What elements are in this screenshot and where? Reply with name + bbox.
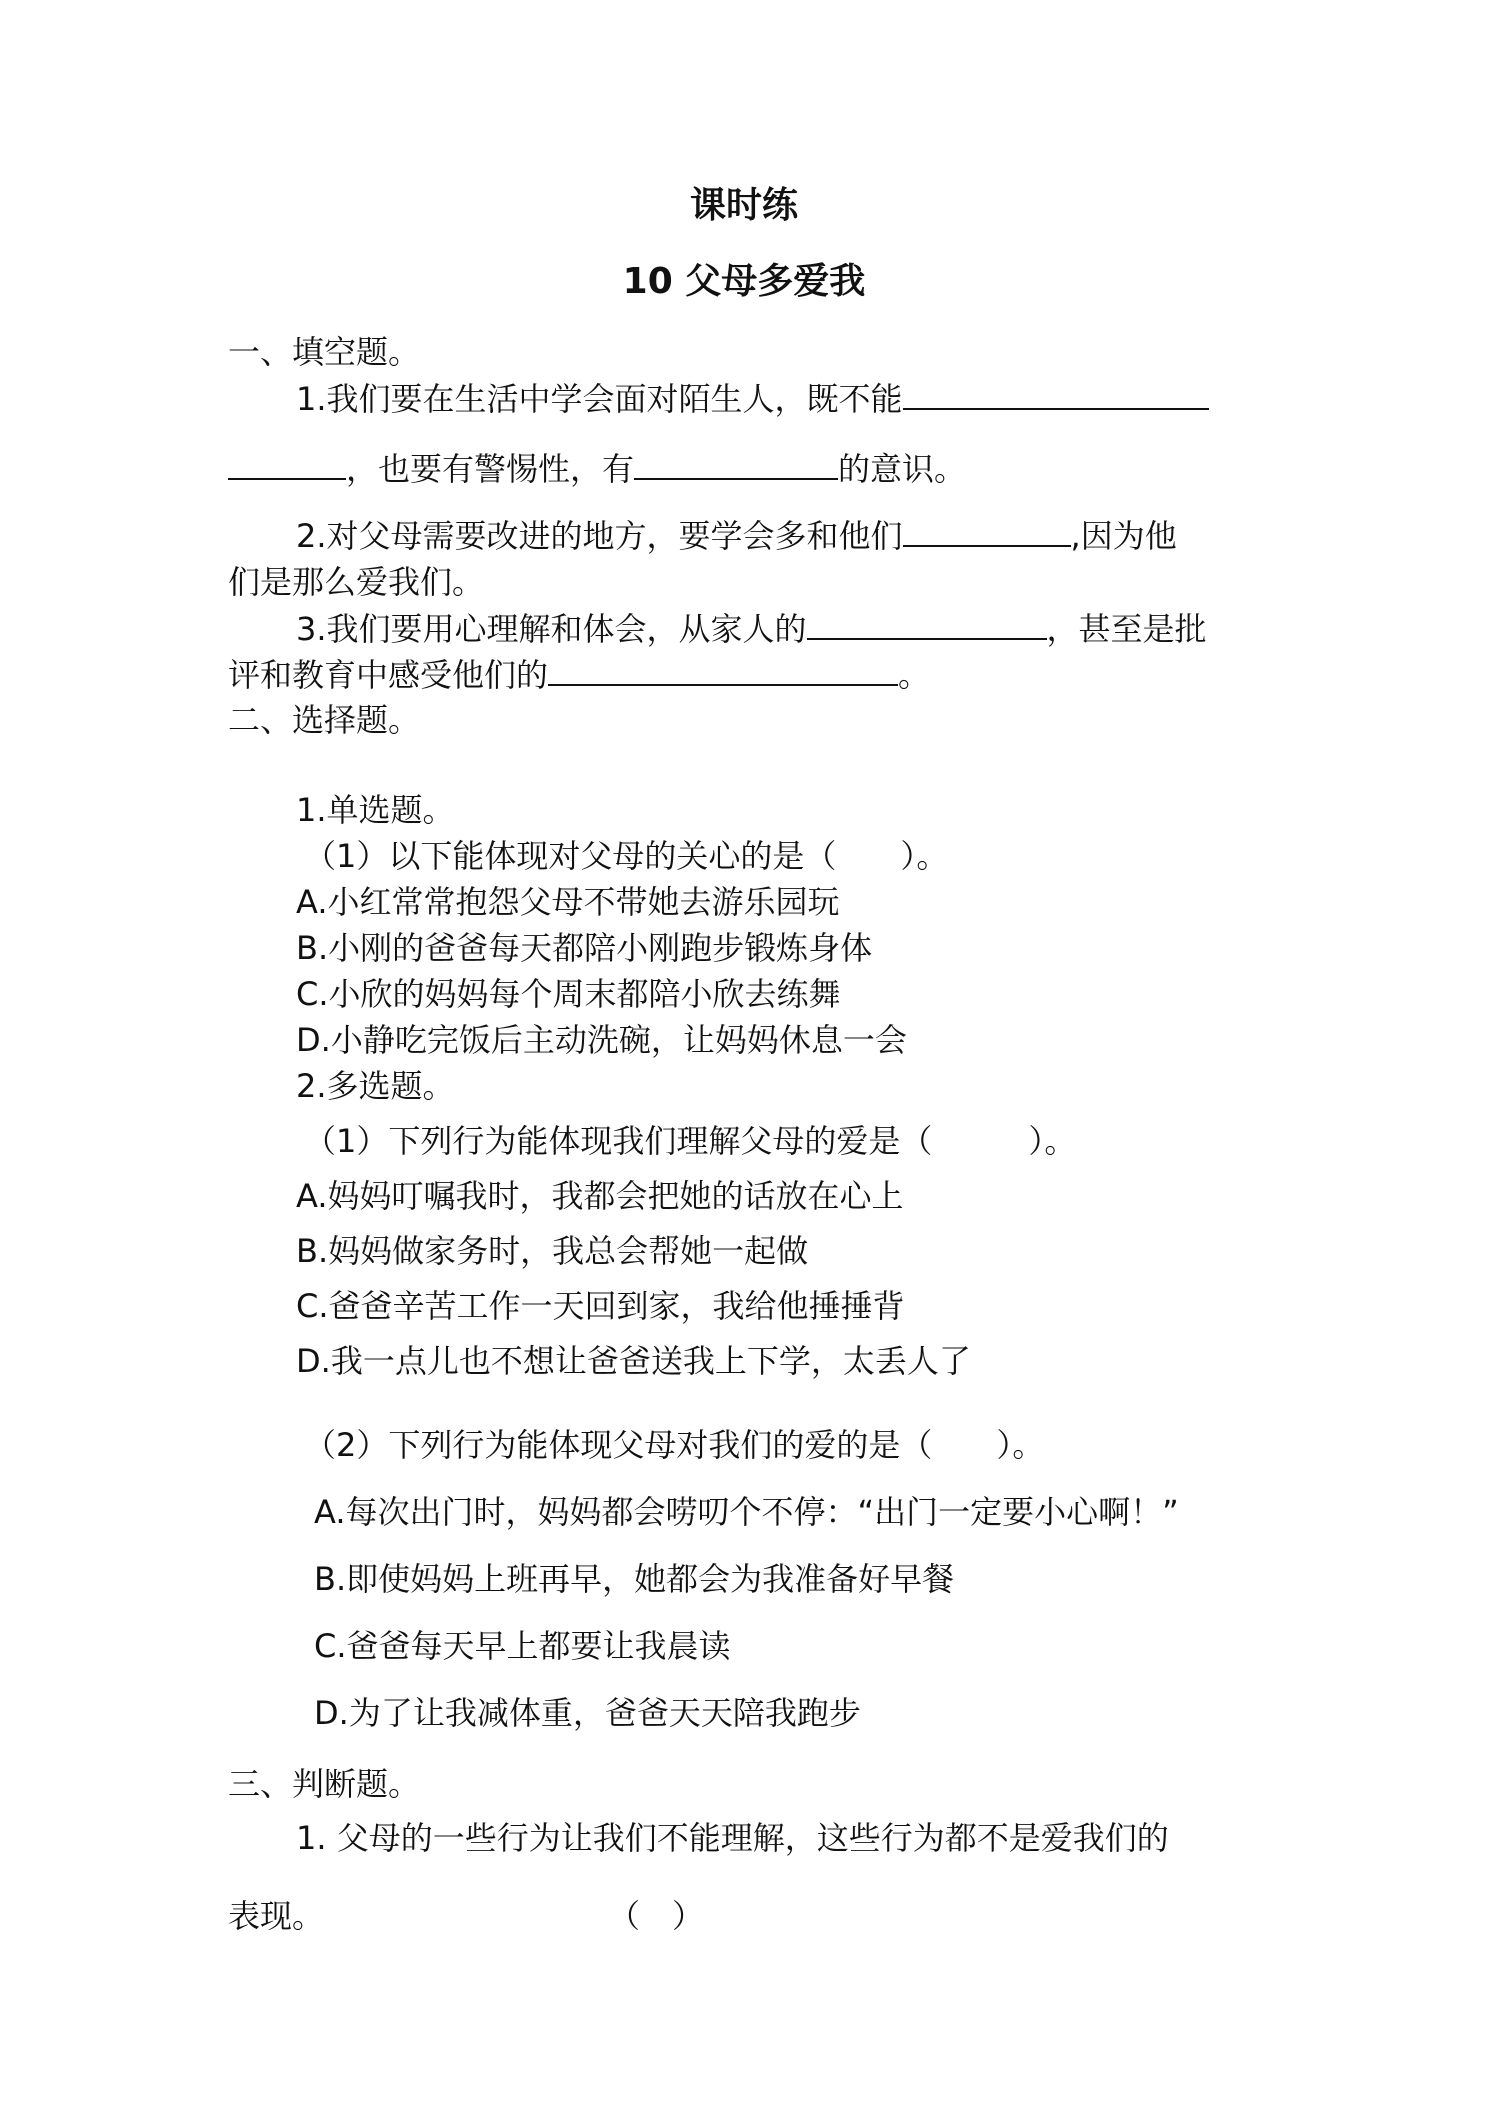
judge-q1-line2: 表现。	[228, 1897, 325, 1935]
fill-q2-text-b: ,因为他	[1070, 517, 1177, 555]
multi-q1-option-d[interactable]: D.我一点儿也不想让爸爸送我上下学，太丢人了	[296, 1342, 971, 1380]
fill-q1-text-c: 的意识。	[838, 450, 967, 488]
multi-q2-stem: （2）下列行为能体现父母对我们的爱的是（ ）。	[304, 1426, 1045, 1464]
page-title: 课时练	[689, 185, 798, 226]
fill-q3-line1	[296, 608, 1207, 649]
section-heading-judge: 三、判断题。	[228, 1765, 421, 1803]
multi-q2-option-c[interactable]: C.爸爸每天早上都要让我晨读	[314, 1627, 731, 1665]
multi-q1-stem: （1）下列行为能体现我们理解父母的爱是（ ）。	[304, 1122, 1077, 1160]
fill-q1-line1	[296, 378, 1209, 419]
multi-q2-option-d[interactable]: D.为了让我减体重，爸爸天天陪我跑步	[314, 1694, 861, 1732]
single-q1-option-b[interactable]: B.小刚的爸爸每天都陪小刚跑步锻炼身体	[296, 929, 873, 967]
fill-q1-line2	[228, 448, 966, 489]
fill-q3-line2	[228, 654, 930, 695]
fill-q2-line1	[296, 515, 1177, 556]
fill-q1-text-b: ，也要有警惕性，有	[346, 450, 635, 488]
fill-q3-text-c: 评和教育中感受他们的	[228, 656, 549, 694]
fill-q1-blank-1-cont[interactable]	[228, 448, 346, 480]
fill-q3-text-d: 。	[898, 656, 931, 694]
section-heading-fill: 一、填空题。	[228, 333, 421, 371]
fill-q1-text-a: 1.我们要在生活中学会面对陌生人，既不能	[296, 380, 903, 418]
fill-q1-blank-2[interactable]	[634, 448, 838, 480]
fill-q2-blank[interactable]	[903, 515, 1071, 547]
multi-q1-option-b[interactable]: B.妈妈做家务时，我总会帮她一起做	[296, 1232, 809, 1270]
fill-q2-text-a: 2.对父母需要改进的地方，要学会多和他们	[296, 517, 903, 555]
fill-q3-text-a: 3.我们要用心理解和体会，从家人的	[296, 610, 807, 648]
single-choice-label: 1.单选题。	[296, 791, 455, 829]
lesson-title: 10 父母多爱我	[622, 261, 866, 302]
fill-q2-line2: 们是那么爱我们。	[228, 563, 485, 601]
multi-q2-option-b[interactable]: B.即使妈妈上班再早，她都会为我准备好早餐	[314, 1560, 955, 1598]
single-q1-option-c[interactable]: C.小欣的妈妈每个周末都陪小欣去练舞	[296, 975, 841, 1013]
section-heading-choice: 二、选择题。	[228, 701, 421, 739]
judge-q1-answer-paren[interactable]: （ ）	[608, 1897, 705, 1935]
single-q1-option-d[interactable]: D.小静吃完饭后主动洗碗，让妈妈休息一会	[296, 1021, 907, 1059]
fill-q3-blank-1[interactable]	[807, 608, 1047, 640]
multi-q1-option-a[interactable]: A.妈妈叮嘱我时，我都会把她的话放在心上	[296, 1177, 904, 1215]
single-q1-option-a[interactable]: A.小红常常抱怨父母不带她去游乐园玩	[296, 883, 840, 921]
fill-q3-text-b: ，甚至是批	[1046, 610, 1207, 648]
multi-q1-option-c[interactable]: C.爸爸辛苦工作一天回到家，我给他捶捶背	[296, 1287, 905, 1325]
judge-q1-line1: 1. 父母的一些行为让我们不能理解，这些行为都不是爱我们的	[296, 1819, 1169, 1857]
fill-q3-blank-2[interactable]	[548, 654, 898, 686]
multi-q2-option-a[interactable]: A.每次出门时，妈妈都会唠叨个不停：“出门一定要小心啊！”	[314, 1493, 1179, 1531]
single-q1-stem: （1）以下能体现对父母的关心的是（ ）。	[304, 837, 949, 875]
multi-choice-label: 2.多选题。	[296, 1067, 455, 1105]
fill-q1-blank-1[interactable]	[903, 378, 1209, 410]
